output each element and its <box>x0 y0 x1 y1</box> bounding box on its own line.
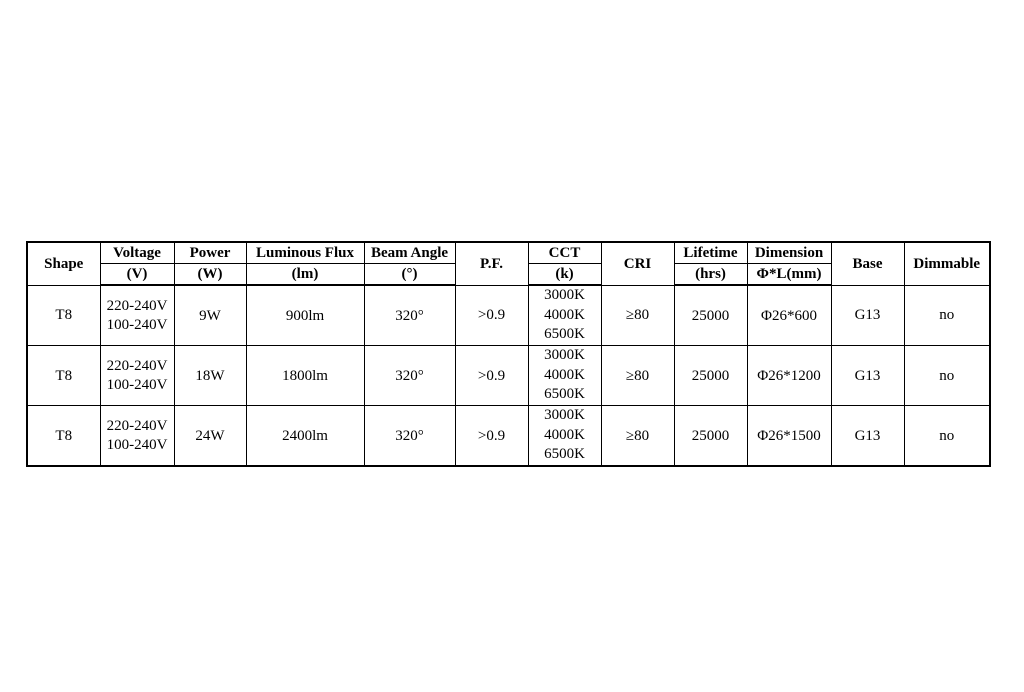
voltage-line: 220-240V <box>106 297 168 314</box>
cct-line: 4000K <box>544 366 585 383</box>
cct-line: 6500K <box>544 386 585 403</box>
cell-pf: >0.9 <box>455 406 528 467</box>
header-dimmable: Dimmable <box>904 242 990 285</box>
header-dimension: Dimension <box>747 242 831 264</box>
cell-shape: T8 <box>27 346 100 406</box>
header-cri: CRI <box>601 242 674 285</box>
cell-cri: ≥80 <box>601 346 674 406</box>
spec-table <box>26 241 991 467</box>
cell-voltage <box>100 406 174 467</box>
cell-pf: >0.9 <box>455 346 528 406</box>
cct-line: 6500K <box>544 446 585 463</box>
cell-cct <box>528 406 601 467</box>
cell-cri: ≥80 <box>601 406 674 467</box>
cell-cct <box>528 285 601 346</box>
cell-base: G13 <box>831 285 904 346</box>
cell-shape: T8 <box>27 285 100 346</box>
header-base: Base <box>831 242 904 285</box>
voltage-line: 220-240V <box>106 417 168 434</box>
cell-flux: 2400lm <box>246 406 364 467</box>
table-row <box>27 346 990 406</box>
voltage-line: 100-240V <box>106 436 168 453</box>
cell-power: 18W <box>174 346 246 406</box>
cct-line: 3000K <box>544 347 585 364</box>
cell-voltage <box>100 285 174 346</box>
cell-power: 24W <box>174 406 246 467</box>
cell-cri: ≥80 <box>601 285 674 346</box>
cell-flux: 1800lm <box>246 346 364 406</box>
cell-pf: >0.9 <box>455 285 528 346</box>
cell-cct <box>528 346 601 406</box>
cell-beam-angle: 320° <box>364 346 455 406</box>
voltage-line: 100-240V <box>106 316 168 333</box>
cct-line: 4000K <box>544 306 585 323</box>
cell-lifetime: 25000 <box>674 406 747 467</box>
header-lifetime: Lifetime <box>674 242 747 264</box>
table-row <box>27 406 990 467</box>
cell-lifetime: 25000 <box>674 285 747 346</box>
spec-sheet <box>26 241 989 467</box>
header-shape: Shape <box>27 242 100 285</box>
cell-flux: 900lm <box>246 285 364 346</box>
header-voltage-unit: (V) <box>100 264 174 286</box>
cell-base: G13 <box>831 406 904 467</box>
voltage-line: 220-240V <box>106 357 168 374</box>
header-voltage: Voltage <box>100 242 174 264</box>
header-flux-unit: (lm) <box>246 264 364 286</box>
header-cct-unit: (k) <box>528 264 601 286</box>
cell-shape: T8 <box>27 406 100 467</box>
header-luminous-flux: Luminous Flux <box>246 242 364 264</box>
cell-voltage <box>100 346 174 406</box>
header-lifetime-unit: (hrs) <box>674 264 747 286</box>
header-beam-angle: Beam Angle <box>364 242 455 264</box>
header-cct: CCT <box>528 242 601 264</box>
header-beam-unit: (°) <box>364 264 455 286</box>
cell-dimmable: no <box>904 285 990 346</box>
table-row <box>27 285 990 346</box>
cct-line: 6500K <box>544 326 585 343</box>
cell-power: 9W <box>174 285 246 346</box>
cell-base: G13 <box>831 346 904 406</box>
cell-lifetime: 25000 <box>674 346 747 406</box>
header-power: Power <box>174 242 246 264</box>
voltage-line: 100-240V <box>106 376 168 393</box>
cct-line: 3000K <box>544 407 585 424</box>
cell-beam-angle: 320° <box>364 285 455 346</box>
cell-dimension: Φ26*1200 <box>747 346 831 406</box>
header-pf: P.F. <box>455 242 528 285</box>
header-dimension-unit: Φ*L(mm) <box>747 264 831 286</box>
cct-line: 4000K <box>544 426 585 443</box>
header-power-unit: (W) <box>174 264 246 286</box>
cell-dimmable: no <box>904 346 990 406</box>
cell-beam-angle: 320° <box>364 406 455 467</box>
cct-line: 3000K <box>544 287 585 304</box>
cell-dimension: Φ26*600 <box>747 285 831 346</box>
cell-dimension: Φ26*1500 <box>747 406 831 467</box>
header-row-1 <box>27 242 990 264</box>
cell-dimmable: no <box>904 406 990 467</box>
